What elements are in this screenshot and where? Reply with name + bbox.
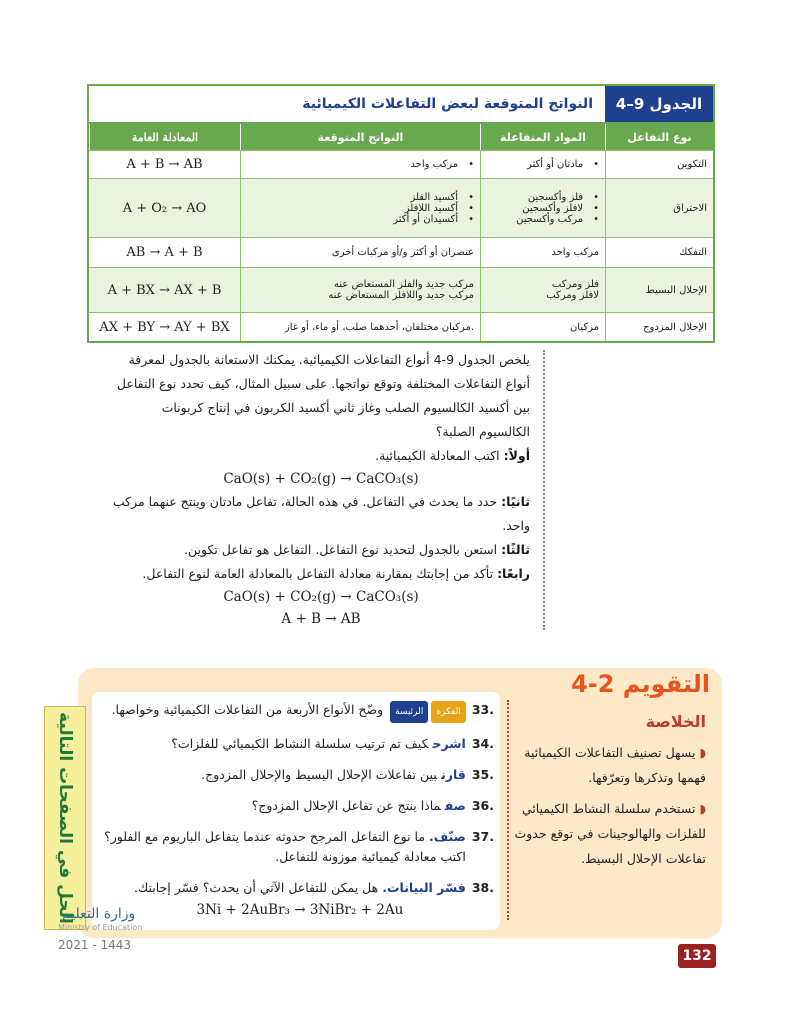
reactant: • لافلز وأكسجين	[516, 203, 599, 214]
step-label: ثانيًا:	[501, 494, 530, 509]
question-text: بين تفاعلات الإحلال البسيط والإحلال المزدوج.	[201, 767, 438, 782]
question-number: 34.	[471, 736, 494, 751]
question-verb: قارن	[441, 767, 466, 782]
header-equation: المعادلة العامة	[89, 124, 240, 150]
question-number: 37.	[471, 829, 494, 844]
general-equation: A + B → AB	[126, 157, 203, 172]
table-header-row	[89, 124, 713, 151]
ministry-logo-text: وزارة التعليم	[62, 906, 136, 922]
question-number: 35.	[471, 767, 494, 782]
equation: CaO(s) + CO₂(g) → CaCO₃(s)	[223, 589, 419, 605]
reactant: لافلز ومركب	[546, 290, 599, 301]
summary-list	[512, 740, 706, 877]
idea-tag: الفكرة	[431, 701, 465, 723]
header-reactants: المواد المتفاعلة	[480, 124, 605, 150]
ministry-english: Ministry of Education	[58, 923, 143, 932]
general-equation: A + BX → AX + B	[107, 282, 222, 298]
step-label: أولاً:	[503, 448, 530, 463]
product: • أكسيد الفلز	[393, 192, 474, 203]
page-number: 132	[678, 944, 716, 968]
side-label-text: الحل في الصفحات التالية	[55, 712, 75, 924]
intro-paragraph: يلخص الجدول 9-4 أنواع التفاعلات الكيميائية. يمكنك الاستعانة بالجدول لمعرفة أنواع التفاعلات المختلفة وتوقع نواتجها. على سبيل المثال، كيف تحدد نوع التفاعل بين أكسيد الكالسيوم الصلب وغاز ثاني أكسيد الكربون في إنتاج كربونات الكالسيوم الصلبة؟	[116, 352, 530, 439]
question-text: ما نوع التفاعل المرجح حدوثه عندما يتفاعل الباريوم مع الفلور؟ اكتب معادلة كيميائية موزونة للتفاعل.	[104, 829, 466, 864]
question-verb: صف	[444, 798, 466, 813]
step-text: اكتب المعادلة الكيميائية.	[375, 448, 500, 463]
question-item	[102, 878, 494, 920]
reactant: • فلز وأكسجين	[516, 192, 599, 203]
reaction-type: الإحلال المزدوج	[605, 313, 713, 341]
reactions-table	[87, 84, 715, 343]
product: • أكسيدان أو أكثر	[393, 214, 474, 225]
question-text: هل يمكن للتفاعل الآتي أن يحدث؟ فسّر إجابتك.	[134, 880, 379, 895]
equation: CaO(s) + CO₂(g) → CaCO₃(s)	[223, 471, 419, 487]
question-text: ماذا ينتج عن تفاعل الإحلال المزدوج؟	[251, 798, 441, 813]
main-tag: الرئيسة	[390, 701, 428, 723]
question-item	[102, 700, 494, 723]
product: عنصران أو أكثر و/أو مركبات أخرى	[240, 238, 480, 267]
question-verb: صنّف.	[429, 829, 466, 844]
solution-side-label	[44, 706, 86, 930]
table-row	[89, 151, 713, 179]
general-equation: A + O₂ → AO	[122, 200, 207, 216]
header-products: النواتج المتوقعة	[240, 124, 480, 150]
question-number: 38.	[471, 880, 494, 895]
product: مركب جديد والفلز المستعاض عنه	[333, 279, 474, 290]
question-text: وضّح الأنواع الأربعة من التفاعلات الكيميائية وخواصها.	[111, 702, 384, 717]
reactant: • مادتان أو أكثر	[527, 159, 599, 170]
reaction-type: الإحلال البسيط	[605, 268, 713, 312]
step-label: رابعًا:	[497, 566, 530, 581]
product: • أكسيد اللافلز	[393, 203, 474, 214]
reactant: فلز ومركب	[551, 279, 599, 290]
question-equation: 3Ni + 2AuBr₃ → 3NiBr₂ + 2Au	[196, 902, 404, 918]
question-number: 33.	[471, 702, 494, 717]
product: مركبان مختلفان، أحدهما صلب، أو ماء، أو غاز.	[240, 313, 480, 341]
summary-title: الخلاصة	[645, 712, 706, 731]
table-title-row	[89, 86, 713, 124]
reaction-type: التفكك	[605, 238, 713, 267]
product: • مركب واحد	[410, 159, 474, 170]
summary-item: ◗ يسهل تصنيف التفاعلات الكيميائية فهمها وتذكرها وتعرّفها.	[512, 740, 706, 790]
step-label: ثالثًا:	[501, 542, 530, 557]
product: مركب جديد واللافلز المستعاض عنه	[328, 290, 474, 301]
reactant: مركبان	[480, 313, 605, 341]
table-row	[89, 313, 713, 341]
table-row	[89, 179, 713, 238]
general-equation: AX + BY → AY + BX	[99, 319, 230, 335]
reaction-type: التكوين	[605, 151, 713, 178]
step-text: استعن بالجدول لتحديد نوع التفاعل. التفاعل هو تفاعل تكوين.	[183, 542, 498, 557]
table-row	[89, 268, 713, 313]
header-type: نوع التفاعل	[605, 124, 713, 150]
question-item	[102, 734, 494, 754]
questions-list	[102, 700, 494, 931]
question-item	[102, 796, 494, 816]
question-item	[102, 765, 494, 785]
question-verb: اشرح	[432, 736, 466, 751]
table-row	[89, 238, 713, 268]
general-equation: A + B → AB	[281, 611, 361, 627]
dotted-divider	[543, 350, 545, 630]
summary-item: ◗ تستخدم سلسلة النشاط الكيميائي للفلزات والهالوجينات في توقع حدوث تفاعلات الإحلال البسيط.	[512, 796, 706, 871]
question-text: كيف تم ترتيب سلسلة النشاط الكيميائي للفلزات؟	[171, 736, 429, 751]
question-item	[102, 827, 494, 867]
question-verb: فسّر البيانات.	[382, 880, 466, 895]
table-number: الجدول 9–4	[605, 86, 713, 122]
reactant: مركب واحد	[480, 238, 605, 267]
step-text: تأكد من إجابتك بمقارنة معادلة التفاعل بالمعادلة العامة لنوع التفاعل.	[142, 566, 494, 581]
reaction-type: الاحتراق	[605, 179, 713, 237]
reactant: • مركب وأكسجين	[516, 214, 599, 225]
edition-year: 2021 - 1443	[58, 938, 132, 952]
step-text: حدد ما يحدث في التفاعل. في هذه الحالة، تفاعل مادتان وينتج عنهما مركب واحد.	[112, 494, 530, 533]
assessment-title: التقويم 2-4	[571, 670, 710, 698]
general-equation: AB → A + B	[126, 245, 203, 260]
body-text	[112, 348, 530, 630]
question-number: 36.	[471, 798, 494, 813]
table-title: النواتج المتوقعة لبعض التفاعلات الكيميائية	[302, 96, 593, 112]
dotted-divider	[507, 700, 509, 920]
